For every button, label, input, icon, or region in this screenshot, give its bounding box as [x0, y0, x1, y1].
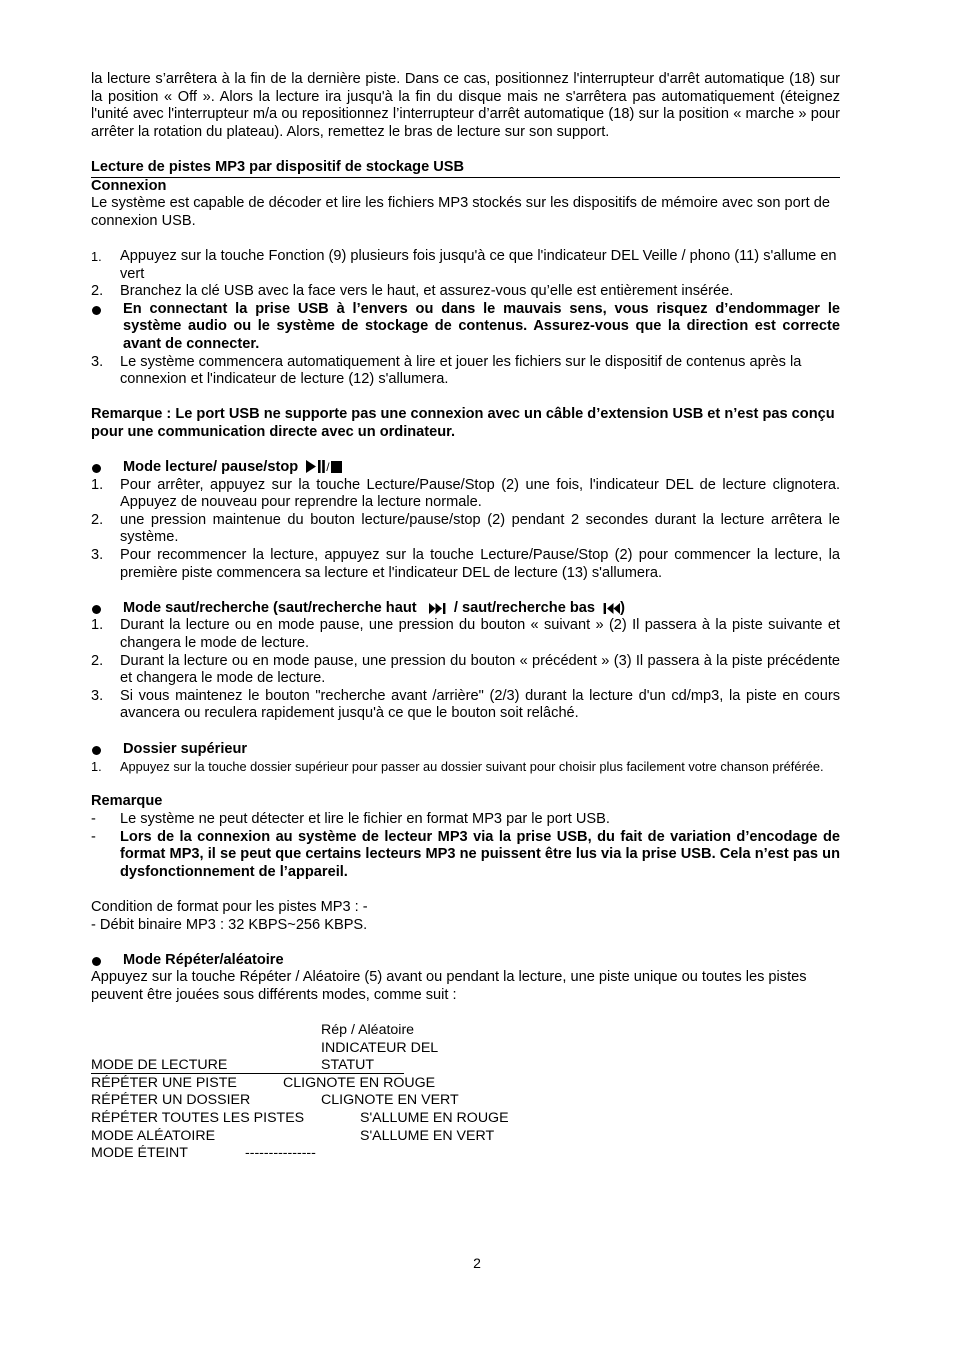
bullet-icon — [92, 306, 101, 315]
list-item — [91, 248, 840, 283]
folder-title: Dossier supérieur — [123, 740, 248, 757]
list-text: Lors de la connexion au système de lecteur MP3 via la prise USB, du fait de variation d’encodage de format MP3, il se peut que certains lecteurs MP3 ne puissent être lus via la prise USB. Cela n’est pas un dysfonctionnement de l’appareil. — [120, 828, 840, 880]
list-text: Pour arrêter, appuyez sur la touche Lecture/Pause/Stop (2) une fois, l'indicateur DEL de lecture clignotera. Appuyez de nouveau pour reprendre la lecture normale. — [120, 476, 840, 511]
list-text: Appuyez sur la touche Fonction (9) plusieurs fois jusqu'à ce que l'indicateur DEL Veille / phono (11) s'allume en vert — [120, 247, 837, 282]
list-marker: - — [91, 828, 96, 845]
usb-section — [91, 159, 840, 442]
list-item — [91, 547, 840, 582]
list-text: Durant la lecture ou en mode pause, une pression du bouton « suivant » (2) Il passera à la piste suivante et changera le mode de lecture. — [120, 617, 840, 651]
skip-title-part3: ) — [620, 599, 626, 616]
repeat-description: Appuyez sur la touche Répéter / Aléatoire (5) avant ou pendant la lecture, une piste unique ou toutes les pistes peuvent être jouées sous différents modes, comme suit : — [91, 969, 807, 1003]
table-row-status: --------------- — [245, 1145, 316, 1162]
list-marker: 2. — [91, 511, 104, 528]
format-line-1: Condition de format pour les pistes MP3 : - — [91, 898, 368, 915]
table-row-mode: RÉPÉTER TOUTES LES PISTES — [91, 1110, 305, 1127]
table-row-mode: MODE ÉTEINT — [91, 1145, 188, 1162]
remark-title: Remarque — [91, 793, 163, 810]
list-marker: 1. — [91, 248, 102, 264]
list-text: Si vous maintenez le bouton "recherche avant /arrière" (2/3) durant la lecture d'un cd/mp3, la piste en cours avancera ou reculera rapidement jusqu'à ce que le bouton soit relâché. — [120, 687, 840, 722]
bullet-icon — [92, 746, 101, 755]
list-marker: 2. — [91, 283, 104, 300]
format-line-2: - Débit binaire MP3 : 32 KBPS~256 KBPS. — [91, 916, 368, 933]
list-marker: 2. — [91, 652, 104, 669]
list-text: Appuyez sur la touche dossier supérieur pour passer au dossier suivant pour choisir plus facilement votre chanson préférée. — [120, 759, 824, 775]
list-item — [91, 512, 840, 547]
table-row-status: CLIGNOTE EN VERT — [321, 1092, 459, 1109]
section-heading — [91, 459, 840, 477]
warning-text: En connectant la prise USB à l’envers ou dans le mauvais sens, vous risquez d’endommager le système audio ou le système de stockage de contenus. Assurez-vous que la direction est correcte avant de connecter. — [123, 300, 840, 352]
usb-section-title: Lecture de pistes MP3 par dispositif de stockage USB — [91, 159, 840, 178]
table-header-status-line2: INDICATEUR DEL — [321, 1039, 439, 1056]
list-item — [91, 811, 840, 829]
list-marker: 3. — [91, 547, 104, 564]
bullet-icon — [92, 957, 101, 966]
list-text: Branchez la clé USB avec la face vers le haut, et assurez-vous qu’elle est entièrement insérée. — [120, 283, 734, 300]
usb-description: Le système est capable de décoder et lire les fichiers MP3 stockés sur les dispositifs de mémoire avec son port de connexion USB. — [91, 195, 830, 229]
table-header-mode: MODE DE LECTURE — [91, 1057, 228, 1074]
list-marker: 1. — [91, 617, 104, 634]
repeat-title: Mode Répéter/aléatoire — [123, 951, 284, 968]
bullet-icon — [92, 464, 101, 473]
table-header-status-line3: STATUT — [321, 1057, 375, 1074]
remark-section — [91, 793, 840, 881]
icon-separator: / — [326, 460, 330, 475]
stop-icon — [330, 460, 342, 473]
play-pause-section — [91, 459, 840, 582]
list-text: Pour recommencer la lecture, appuyez sur la touche Lecture/Pause/Stop (2) pour commencer la lecture, la première piste commencera sa lecture et l'indicateur DEL de lecture (13) s'allumera. — [120, 547, 840, 581]
list-item — [91, 758, 840, 776]
list-marker: 3. — [91, 353, 104, 370]
skip-section — [91, 600, 840, 723]
skip-back-icon — [603, 603, 620, 614]
table-row-mode: MODE ALÉATOIRE — [91, 1127, 216, 1144]
list-item — [91, 688, 840, 723]
intro-paragraph: la lecture s’arrêtera à la fin de la dernière piste. Dans ce cas, positionnez l'interrupteur d'arrêt automatique (18) sur la position « Off ». Alors la lecture ira jusqu'à la fin du disque mais ne s'arrêtera pas automatiquement (éteignez l'unité avec l'interrupteur m/a ou repositionnez l’interrupteur d’arrêt automatique (18) sur la position « marche » pour arrêter la rotation du plateau). Alors, remettez le bras de lecture sur son support. — [91, 71, 840, 140]
table-header-status-line1: Rép / Aléatoire — [321, 1022, 415, 1039]
bullet-icon — [92, 605, 101, 614]
repeat-section — [91, 952, 840, 1182]
skip-title-part1: Mode saut/recherche (saut/recherche haut — [123, 599, 417, 616]
list-text: Le système ne peut détecter et lire le fichier en format MP3 par le port USB. — [120, 810, 610, 827]
section-heading — [91, 952, 840, 970]
repeat-mode-table — [91, 1022, 840, 1182]
section-heading — [91, 741, 840, 759]
skip-forward-icon — [429, 603, 446, 614]
list-item — [91, 653, 840, 688]
section-heading — [91, 600, 840, 618]
list-text: Durant la lecture ou en mode pause, une pression du bouton « précédent » (3) Il passera à la piste précédente et changera le mode de lecture. — [120, 652, 840, 687]
folder-section — [91, 741, 840, 776]
table-row-status: CLIGNOTE EN ROUGE — [283, 1074, 436, 1091]
page-content — [91, 71, 840, 1182]
list-text: une pression maintenue du bouton lecture/pause/stop (2) pendant 2 secondes durant la lecture arrêtera le système. — [120, 511, 840, 546]
list-item — [91, 617, 840, 652]
table-row-mode: RÉPÉTER UN DOSSIER — [91, 1092, 251, 1109]
play-pause-title: Mode lecture/ pause/stop — [123, 459, 299, 476]
list-item — [91, 829, 840, 882]
list-text: Le système commencera automatiquement à lire et jouer les fichiers sur le dispositif de contenus après la connexion et l'indicateur de lecture (12) s'allumera. — [120, 353, 802, 388]
list-marker: - — [91, 810, 96, 827]
usb-section-subtitle: Connexion — [91, 177, 167, 194]
list-item — [91, 354, 840, 389]
table-row-status: S'ALLUME EN ROUGE — [360, 1110, 509, 1127]
list-item — [91, 477, 840, 512]
play-pause-icon — [306, 460, 326, 473]
page-number: 2 — [473, 1255, 481, 1271]
list-marker: 3. — [91, 687, 104, 704]
format-conditions — [91, 899, 840, 934]
table-row-status: S'ALLUME EN VERT — [360, 1127, 495, 1144]
usb-remark: Remarque : Le port USB ne supporte pas une connexion avec un câble d’extension USB et n’est pas conçu pour une communication directe avec un ordinateur. — [91, 406, 835, 440]
warning-item — [91, 301, 840, 354]
table-row-mode: RÉPÉTER UNE PISTE — [91, 1074, 237, 1091]
list-marker: 1. — [91, 476, 104, 493]
list-marker: 1. — [91, 759, 102, 775]
list-item — [91, 283, 840, 301]
skip-title-part2: / saut/recherche bas — [453, 599, 596, 616]
